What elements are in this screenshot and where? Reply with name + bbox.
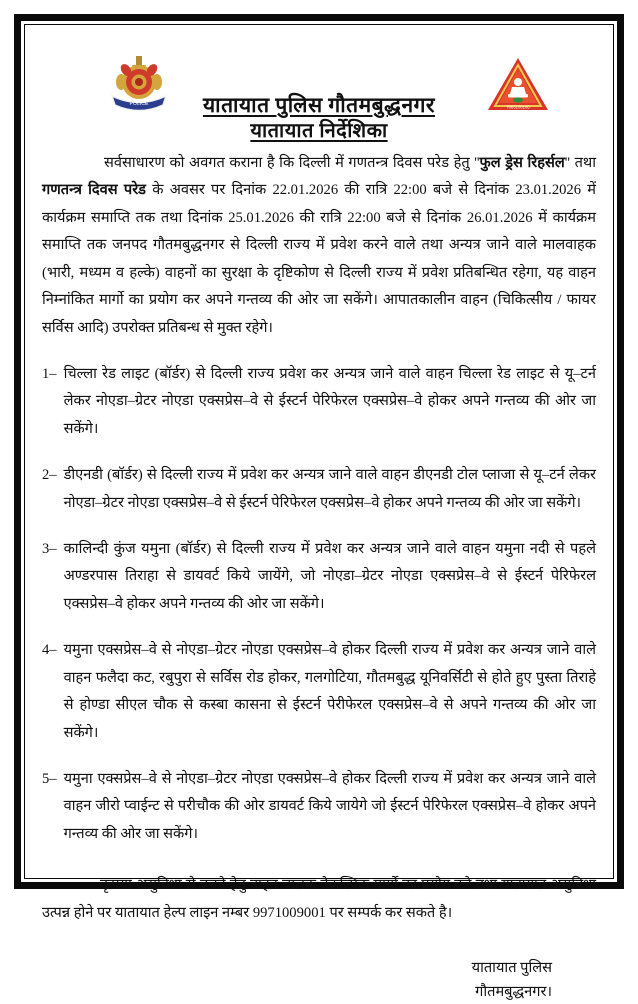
route-item — [42, 637, 596, 747]
signature-line-2: गौतमबुद्धनगर। — [475, 983, 552, 1000]
lead-part-3: के अवसर पर दिनांक 22.01.2026 की रात्रि 22:00 बजे से दिनांक 23.01.2026 में कार्यक्रम समाप्ति तक तथा दिनांक 25.01.2026 की रात्रि 22:00 बजे से दिनांक 26.01.2026 में कार्यक्रम समाप्ति तक जनपद गौतमबुद्धनगर से दिल्ली राज्य में प्रवेश करने वाले तथा अन्यत्र जाने वाले मालवाहक (भारी, मध्यम व हल्के) वाहनों का सुरक्षा के दृष्टिकोण से दिल्ली राज्य में प्रवेश प्रतिबन्धित रहेगा, यह वाहन निम्नांकित मार्गो का प्रयोग कर अपने गन्तव्य की ओर जा सकेंगे। आपातकालीन वाहन (चिकित्सीय / फायर सर्विस आदि) उपरोक्त प्रतिबन्ध से मुक्त रहेगे। — [42, 182, 597, 336]
route-marker: 1– — [42, 365, 57, 382]
route-item — [42, 766, 596, 848]
svg-text:7065100100: 7065100100 — [506, 104, 530, 110]
document-title — [42, 92, 596, 144]
route-item — [42, 462, 596, 517]
lead-paragraph — [42, 150, 596, 342]
lead-part-2: '' तथा — [564, 155, 596, 171]
route-text: चिल्ला रेड लाइट (बॉर्डर) से दिल्ली राज्य प्रवेश कर अन्यत्र जाने वाले वाहन चिल्ला रेड लाइट से यू–टर्न लेकर नोएडा–ग्रेटर नोएडा एक्सप्रेस–वे से ईस्टर्न पेरिफेरल एक्सप्रेस–वे होकर अपने गन्तव्य की ओर जा सकेंगे। — [63, 365, 596, 437]
route-marker: 2– — [42, 467, 57, 484]
signature-line-1: यातायात पुलिस — [471, 960, 552, 977]
route-text: कालिन्दी कुंज यमुना (बॉर्डर) से दिल्ली राज्य में प्रवेश कर अन्यत्र जाने वाले वाहन यमुना नदी से पहले अण्डरपास तिराहा से डायवर्ट किये जायेंगे, जो नोएडा–ग्रेटर नोएडा एक्सप्रेस–वे से ईस्टर्न पेरिफेरल एक्सप्रेस–वे होकर अपने गन्तव्य की ओर जा सकेंगे। — [63, 541, 596, 612]
route-list — [42, 361, 596, 848]
route-item — [42, 361, 596, 443]
title-line-1: यातायात पुलिस गौतमबुद्धनगर — [202, 93, 436, 117]
document-content — [30, 30, 608, 1000]
signature-block — [42, 957, 596, 1004]
closing-paragraph: कृपया असुविधा से बचने हेतु वाहन चालक वैकल्पिक मार्गो का प्रयोग करे तथा यातायात असुविधा उत्पन्न होने पर यातायात हेल्प लाइन नम्बर 9971009001 पर सम्पर्क कर सकते है। — [42, 877, 596, 921]
title-line-2: यातायात निर्देशिका — [250, 119, 388, 142]
route-text: डीएनडी (बॉर्डर) से दिल्ली राज्य में प्रवेश कर अन्यत्र जाने वाले वाहन डीएनडी टोल प्लाजा से यू–टर्न लेकर नोएडा–ग्रेटर नोएडा एक्सप्रेस–वे से ईस्टर्न पेरिफेरल एक्सप्रेस–वे होकर अपने गन्तव्य की ओर जा सकेंगे। — [63, 467, 596, 511]
lead-bold-2: गणतन्त्र दिवस परेड — [42, 182, 146, 199]
route-marker: 3– — [42, 541, 57, 558]
route-marker: 4– — [42, 642, 57, 659]
svg-text:POLICE: POLICE — [129, 101, 149, 107]
document-header — [42, 38, 596, 146]
route-marker: 5– — [42, 771, 57, 788]
lead-bold-1: फुल ड्रेस रिहर्सल — [479, 155, 565, 171]
route-item — [42, 536, 596, 618]
lead-part-1: सर्वसाधारण को अवगत कराना है कि दिल्ली में गणतन्त्र दिवस परेड हेतु '' — [104, 155, 480, 171]
route-text: यमुना एक्सप्रेस–वे से नोएडा–ग्रेटर नोएडा एक्सप्रेस–वे होकर दिल्ली राज्य में प्रवेश कर अन्यत्र जाने वाले वाहन फलैदा कट, रबुपुरा से सर्विस रोड होकर, गलगोटिया, गौतमबुद्ध यूनिवर्सिटी से होते हुए पुस्ता तिराहे से होण्डा सीएल चौक से कस्बा कासना से ईस्टर्न पेरीफेरल एक्सप्रेस–वे से अपने गन्तव्य की ओर जा सकेंगे। — [63, 642, 596, 741]
route-text: यमुना एक्सप्रेस–वे से नोएडा–ग्रेटर नोएडा एक्सप्रेस–वे होकर दिल्ली राज्य में प्रवेश कर अन्यत्र जाने वाले वाहन जीरो प्वाईन्ट से परीचौक की ओर डायवर्ट किये जायेगे जो ईस्टर्न पेरिफेरल एक्सप्रेस–वे होकर अपने गन्तव्य की ओर जा सकेंगे। — [63, 771, 596, 842]
